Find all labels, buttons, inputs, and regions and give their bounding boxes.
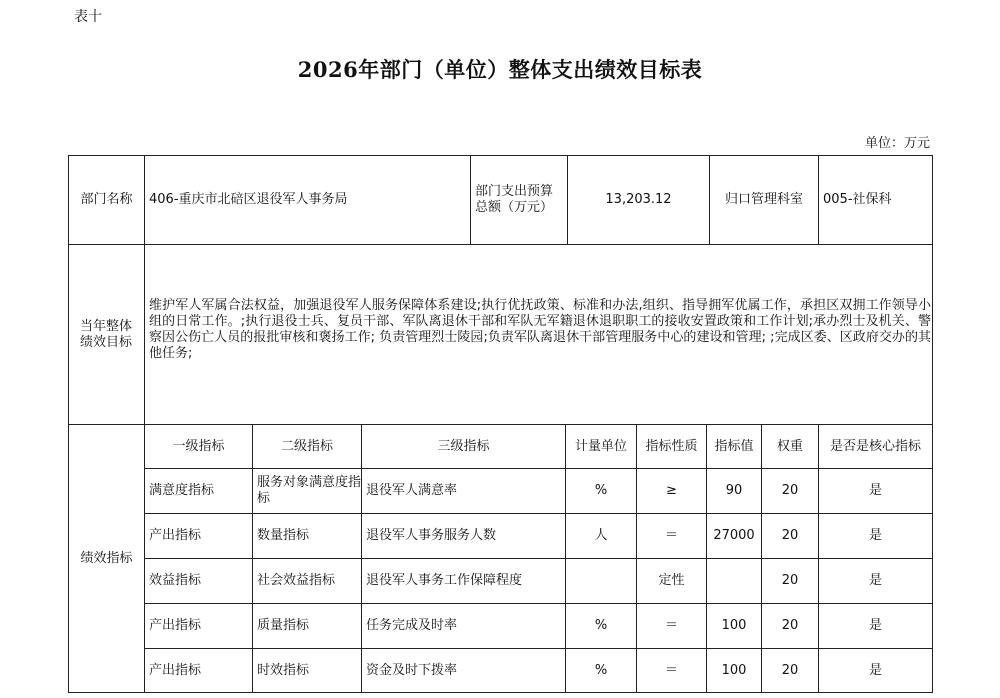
row3-weight: 20	[781, 573, 799, 588]
col-header-weight: 权重	[776, 438, 803, 454]
row1-unit: %	[594, 483, 608, 498]
row5-level3: 资金及时下拨率	[366, 662, 458, 678]
doc-label: 表十	[74, 9, 102, 25]
row4-unit: %	[594, 618, 608, 633]
row1-level3: 退役军人满意率	[366, 483, 458, 498]
budget-label: 部门支出预算总额（万元）	[475, 184, 554, 215]
row5-core: 是	[868, 662, 882, 678]
row3-level2: 社会效益指标	[257, 573, 336, 588]
row1-nature: ≥	[666, 483, 677, 498]
row4-nature: ＝	[664, 618, 678, 633]
row2-level1: 产出指标	[149, 528, 202, 543]
row1-level2: 服务对象满意度指标	[257, 475, 362, 506]
row5-level2: 时效指标	[257, 662, 310, 678]
col-header-level3: 三级指标	[437, 438, 490, 454]
row1-value: 90	[725, 483, 743, 498]
row5-weight: 20	[781, 662, 799, 678]
row3-value	[707, 559, 761, 603]
row5-value: 100	[721, 662, 747, 678]
row2-level3: 退役军人事务服务人数	[366, 528, 497, 543]
row4-weight: 20	[781, 618, 799, 633]
row2-core: 是	[868, 528, 882, 543]
row2-nature: ＝	[664, 528, 678, 543]
dept-name-label: 部门名称	[80, 192, 133, 207]
row1-core: 是	[868, 483, 882, 498]
col-header-level2: 二级指标	[280, 438, 333, 454]
row2-level2: 数量指标	[257, 528, 310, 543]
goal-label: 当年整体绩效目标	[79, 318, 132, 350]
col-header-value: 指标值	[714, 438, 754, 454]
row5-unit: %	[594, 662, 608, 678]
col-header-unit: 计量单位	[574, 438, 627, 454]
col-header-level1: 一级指标	[172, 438, 225, 454]
indicators-label: 绩效指标	[80, 550, 133, 566]
row4-value: 100	[721, 618, 747, 633]
mgmt-label: 归口管理科室	[724, 192, 803, 207]
unit-label: 单位：万元	[864, 136, 930, 151]
row5-level1: 产出指标	[149, 662, 202, 678]
budget-value: 13,203.12	[605, 192, 672, 207]
col-header-nature: 指标性质	[645, 438, 698, 454]
row3-level1: 效益指标	[149, 573, 202, 588]
row4-level2: 质量指标	[257, 618, 310, 633]
row4-core: 是	[868, 618, 882, 633]
row1-weight: 20	[781, 483, 799, 498]
row2-unit: 人	[594, 528, 608, 543]
row3-nature: 定性	[658, 573, 685, 588]
mgmt-value: 005-社保科	[823, 192, 892, 207]
dept-name-value: 406-重庆市北碚区退役军人事务局	[149, 192, 348, 207]
page-title: 2026年部门（单位）整体支出绩效目标表	[297, 57, 703, 82]
row1-level1: 满意度指标	[149, 483, 215, 498]
row3-core: 是	[868, 573, 882, 588]
row3-level3: 退役军人事务工作保障程度	[366, 573, 523, 588]
row4-level3: 任务完成及时率	[366, 618, 458, 633]
col-header-core: 是否是核心指标	[829, 438, 921, 454]
goal-text: 维护军人军属合法权益，加强退役军人服务保障体系建设;执行优抚政策、标准和办法,组织、指导拥军优属工作，承担区双拥工作领导小组的日常工作。;执行退役士兵、复员干部、军队离退休干部和军队无军籍退休退职职工的接收安置政策和工作计划;承办烈士及机关、警察因公伤亡人员的报批审核和褒扬工作; 负责管理烈士陵园;负责军队离退休干部管理服务中心的建设和管理; ;完成区委、区政府交办的其他任务;	[149, 298, 931, 361]
row3-unit	[566, 559, 636, 603]
row2-value: 27000	[713, 528, 755, 543]
row4-level1: 产出指标	[149, 618, 202, 633]
row5-nature: ＝	[664, 662, 678, 678]
row2-weight: 20	[781, 528, 799, 543]
